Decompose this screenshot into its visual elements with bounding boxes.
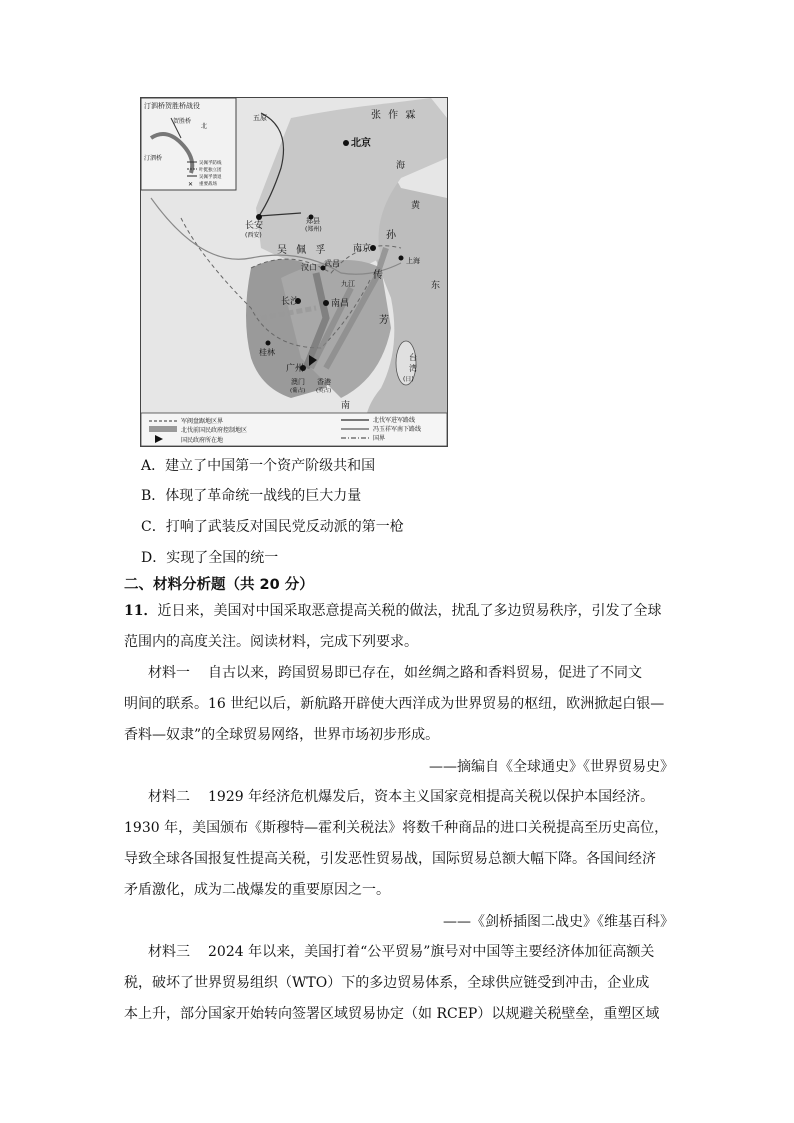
map-svg — [141, 98, 447, 446]
city-changan-dot — [256, 214, 262, 220]
legend-3: 北伐军进军路线 — [373, 417, 416, 424]
material-1-line-1: 材料一 自古以来，跨国贸易即已存在，如丝绸之路和香料贸易，促进了不同文 — [148, 665, 642, 681]
sea-dong: 东 — [431, 281, 441, 291]
inset-legend-0: 吴佩孚防线 — [199, 161, 222, 166]
city-nanchang-dot — [323, 300, 329, 306]
legend-1: 北伐前国民政府控制地区 — [181, 427, 248, 434]
choice-a: A．建立了中国第一个资产阶级共和国 — [141, 458, 376, 474]
place-aomen: 澳门 — [291, 378, 305, 386]
place-hankou: 汉口 — [301, 263, 317, 272]
place-guangzhou: 广州 — [286, 364, 305, 374]
place-guilin: 桂林 — [259, 348, 275, 357]
material-3-label: 材料三 — [148, 944, 190, 960]
place-changsha: 长沙 — [281, 297, 300, 307]
place-taiwan: 台 — [409, 353, 417, 362]
place-chuan: 传 — [373, 270, 383, 281]
sea-huang: 黄 — [411, 201, 421, 211]
material-3-line-1: 材料三 2024 年以来，美国打着“公平贸易”旗号对中国等主要经济体加征高额关 — [148, 944, 655, 960]
place-sun: 孙 — [386, 230, 396, 241]
legend-0: 军阀盘踞地区界 — [181, 418, 224, 425]
place-xianggang-sub: (英占) — [316, 388, 332, 394]
place-wuyuan: 五原 — [253, 114, 267, 122]
legend-5: 国界 — [373, 435, 386, 442]
place-nanjing: 南京 — [353, 244, 372, 254]
place-taiwan-2: 湾 — [409, 364, 417, 373]
place-zhengzhou: (郑州) — [305, 226, 322, 233]
material-2-line-2: 1930 年，美国颁布《斯穆特—霍利关税法》将数千种商品的进口关税提高至历史高位， — [124, 820, 669, 836]
material-2-source: ——《剑桥插图二战史》《维基百科》 — [443, 914, 674, 930]
material-2-line-4: 矛盾激化，成为二战爆发的重要原因之一。 — [124, 882, 390, 898]
choice-b: B．体现了革命统一战线的巨大力量 — [141, 488, 362, 504]
place-fang: 芳 — [379, 315, 389, 326]
place-changan: 长安 — [245, 221, 264, 231]
inset-legend-3: 重要战场 — [199, 182, 217, 187]
place-wupeifu: 吴 佩 孚 — [277, 245, 329, 256]
place-xianggang: 香港 — [317, 378, 331, 386]
sea-bo: 海 — [396, 161, 406, 171]
city-beijing-dot — [343, 140, 349, 146]
legend-4: 冯玉祥军南下路线 — [373, 426, 422, 433]
material-2-line-1: 材料二 1929 年经济危机爆发后，资本主义国家竞相提高关税以保护本国经济。 — [148, 789, 655, 805]
question-text-1: 近日来，美国对中国采取恶意提高关税的做法，扰乱了多边贸易秩序，引发了全球 — [157, 603, 662, 619]
question-line-2: 范围内的高度关注。阅读材料，完成下列要求。 — [124, 634, 418, 650]
inset-place-north: 北 — [201, 123, 208, 130]
choice-d: D．实现了全国的统一 — [141, 550, 279, 566]
inset-place-tingsi: 汀泗桥 — [144, 155, 163, 162]
material-1-label: 材料一 — [148, 665, 190, 681]
material-1-line-2: 明间的联系。16 世纪以后，新航路开辟使大西洋成为世界贸易的枢纽，欧洲掀起白银— — [124, 696, 665, 712]
svg-text:✕: ✕ — [188, 181, 194, 188]
northern-expedition-map — [140, 97, 448, 447]
legend-2: 国民政府所在地 — [181, 437, 224, 444]
inset-place-hesheng: 贺胜桥 — [173, 118, 192, 125]
material-3-line-3: 本上升，部分国家开始转向签署区域贸易协定（如 RCEP）以规避关税壁垒，重塑区域 — [124, 1006, 660, 1022]
place-shanghai: 上海 — [406, 257, 420, 265]
place-zhangzuolin: 张 作 霖 — [371, 110, 418, 121]
city-guilin-dot — [266, 341, 271, 346]
place-taiwan-sub: (日) — [403, 376, 414, 383]
place-aomen-sub: (葡占) — [290, 388, 306, 394]
material-2-label: 材料二 — [148, 789, 190, 805]
choice-c: C．打响了武装反对国民党反动派的第一枪 — [141, 519, 404, 535]
section-title: 二、材料分析题（共 20 分） — [124, 577, 314, 593]
place-nanchang: 南昌 — [331, 299, 350, 309]
material-2-line-3: 导致全球各国报复性提高关税，引发恶性贸易战，国际贸易总额大幅下降。各国间经济 — [124, 851, 656, 867]
material-3-line-2: 税，破坏了世界贸易组织（WTO）下的多边贸易体系，全球供应链受到冲击，企业成 — [124, 975, 650, 991]
inset-legend-1: 叶挺独立团 — [199, 168, 222, 173]
question-line-1 — [124, 596, 684, 628]
inset-legend-2: 吴佩孚溃退 — [199, 175, 222, 180]
material-1-source: ——摘编自《全球通史》《世界贸易史》 — [429, 759, 674, 775]
place-xian: (西安) — [245, 232, 262, 239]
place-beijing: 北京 — [351, 138, 371, 149]
city-shanghai-dot — [399, 256, 404, 261]
question-number: 11． — [124, 603, 158, 619]
inset-title: 汀泗桥贺胜桥战役 — [144, 102, 200, 110]
sea-nan: 南 — [341, 401, 351, 411]
material-1-line-3: 香料—奴隶”的全球贸易网络，世界市场初步形成。 — [124, 727, 440, 743]
place-zhengxian: 郑县 — [306, 217, 320, 225]
place-wuchang: 武昌 — [324, 259, 340, 268]
place-jiujiang: 九江 — [341, 280, 355, 288]
